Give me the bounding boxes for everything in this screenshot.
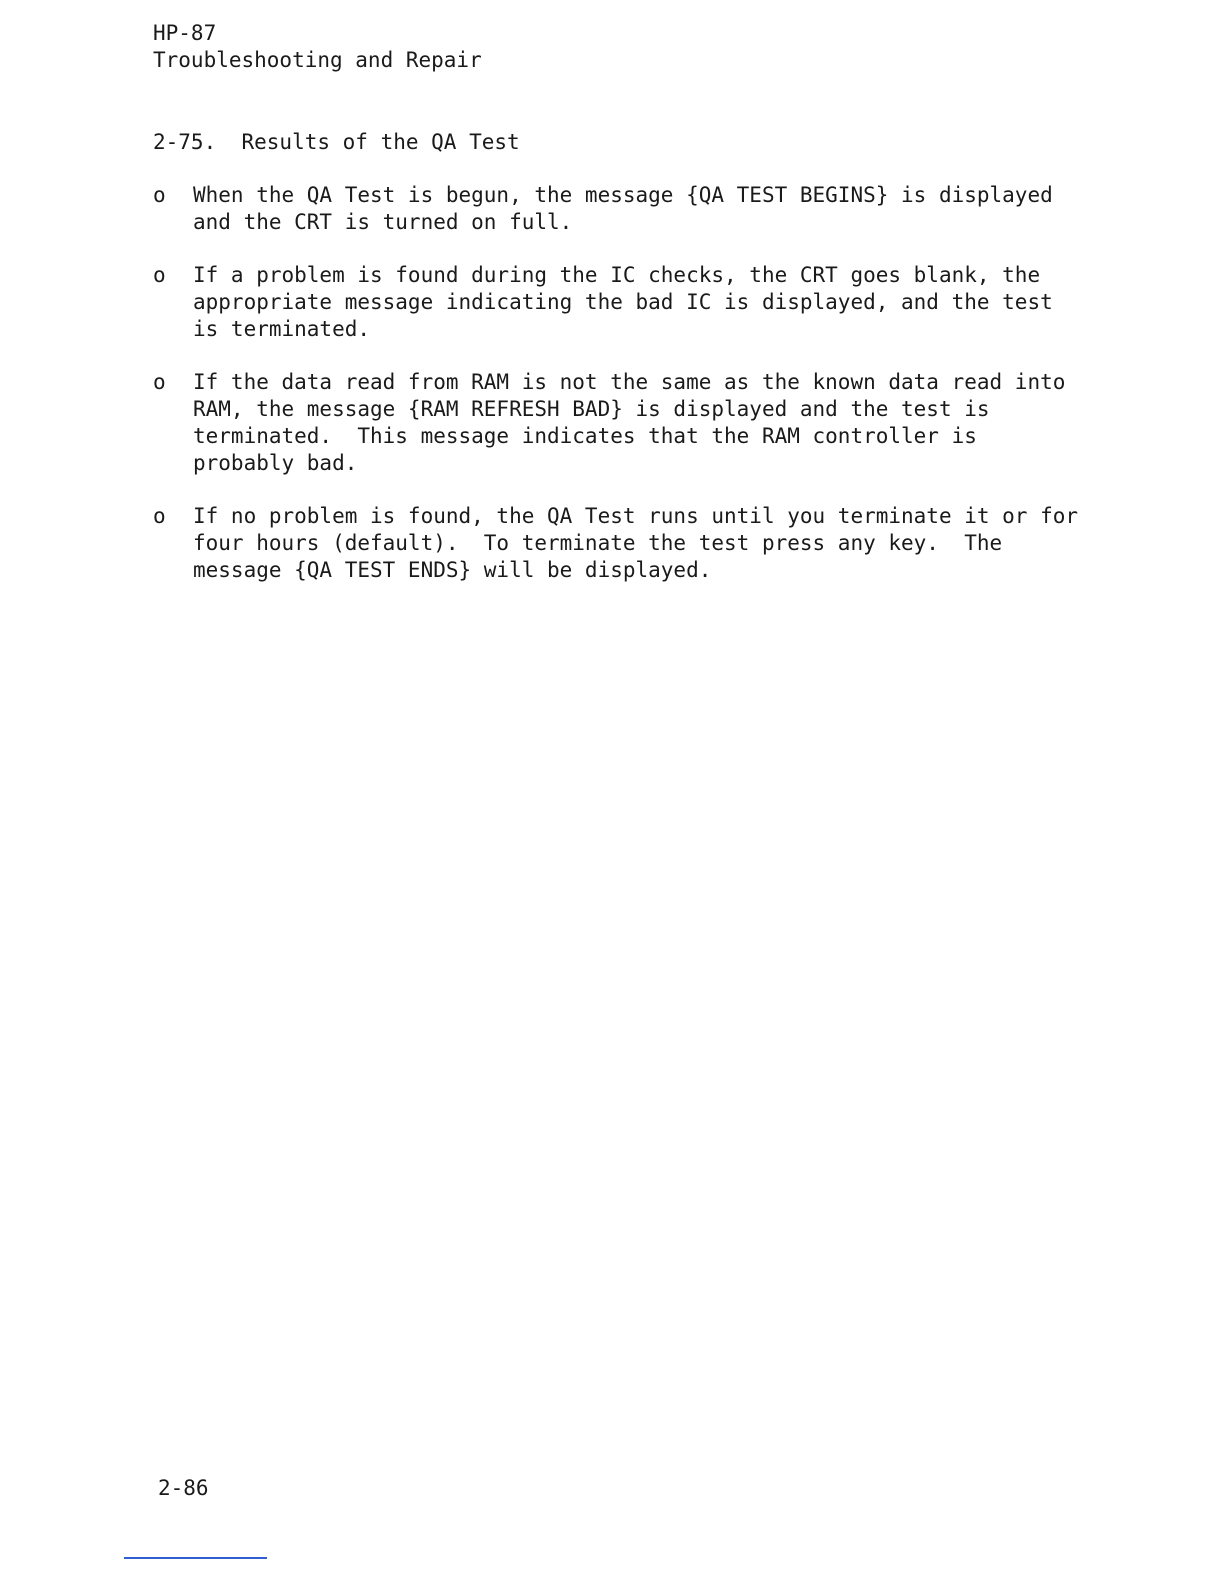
page-number: 2-86 [158,1476,209,1500]
bullet-line: If no problem is found, the QA Test runs until you terminate it or for [193,504,1079,528]
bullet-line: terminated. This message indicates that the RAM controller is [193,424,977,448]
bullet-line: message {QA TEST ENDS} will be displayed. [193,558,712,582]
footer-rule [124,1557,267,1559]
section-heading: 2-75. Results of the QA Test [153,130,520,154]
list-item [153,182,1113,236]
bullet-marker: o [153,183,166,207]
bullet-text [193,369,1113,477]
list-item [153,262,1113,343]
bullet-line: If the data read from RAM is not the same as the known data read into [193,370,1066,394]
bullet-line: and the CRT is turned on full. [193,210,573,234]
list-item [153,369,1113,477]
bullet-line: appropriate message indicating the bad IC is displayed, and the test [193,290,1053,314]
bullet-text [193,262,1113,343]
bullet-text [193,503,1113,584]
bullet-marker: o [153,504,166,528]
bullet-text [193,182,1113,236]
bullet-line: probably bad. [193,451,358,475]
bullet-line: When the QA Test is begun, the message {QA TEST BEGINS} is displayed [193,183,1053,207]
bullet-marker: o [153,263,166,287]
bullet-line: RAM, the message {RAM REFRESH BAD} is displayed and the test is [193,397,990,421]
bullet-list [153,182,1113,610]
header-chapter-title: Troubleshooting and Repair [153,48,482,72]
bullet-line: If a problem is found during the IC checks, the CRT goes blank, the [193,263,1041,287]
list-item [153,503,1113,584]
bullet-marker: o [153,370,166,394]
bullet-line: is terminated. [193,317,371,341]
bullet-line: four hours (default). To terminate the test press any key. The [193,531,1003,555]
header-model: HP-87 [153,21,217,45]
